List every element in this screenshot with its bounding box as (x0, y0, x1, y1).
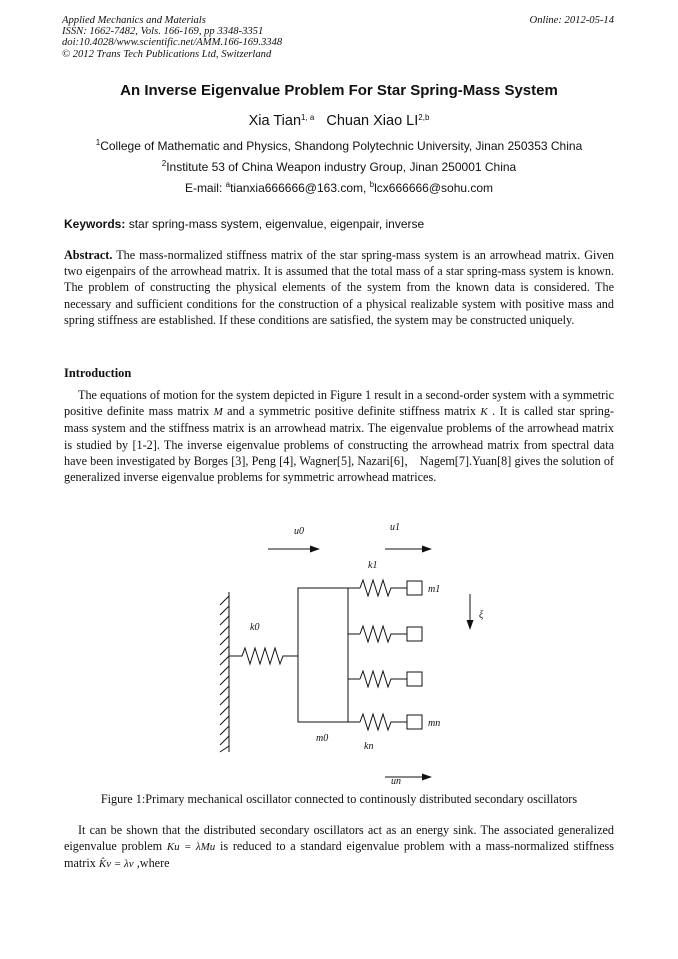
email-label: E-mail: (184, 181, 226, 195)
email-1[interactable]: tianxia666666@163.com, (230, 181, 370, 195)
label-u0: u0 (294, 526, 304, 537)
affiliation-2-text: Institute 53 of China Weapon industry Group, Jinan 250001 China (166, 160, 517, 174)
affiliation-1-sup: 1 (95, 138, 101, 147)
intro-p2-a: It can be shown that the distributed secondary oscillators act as an energy sink. The associated generalized eigenvalue problem (64, 823, 614, 854)
wall-hatching (220, 596, 229, 752)
secondary-oscillator-n (348, 714, 422, 730)
intro-p1-b: and a symmetric positive definite stiffness matrix (222, 404, 481, 419)
primary-mass-m0 (298, 588, 348, 722)
abstract-text: The mass-normalized stiffness matrix of the star spring-mass system is an arrowhead matrix. Given two eigenpairs of the arrowhead matrix. It is assumed that the total mass of a star spring-mass system is known. The problem of constructing the physical elements of the system from the known data is considered. The necessary and sufficient conditions for the construction of a physical realizable system with positive mass and spring stiffness are established. If these conditions are satisfied, the system may be constructed uniquely. (64, 248, 614, 327)
doi-line: doi:10.4028/www.scientific.net/AMM.166-169.3348 (62, 37, 283, 49)
intro-p1-c: . It is called star spring-mass system and the stiffness matrix is an arrowhead matrix. The eigenvalue problems of the arrowhead matrix is studied by [1-2]. The inverse eigenvalue problems of constructing the arrowhead matrix from spectral data have been investigated by Borges [3], Peng [4], Wagner[5], Nazari[6]， Nagem[7].Yuan[8] gives the solution of generalized inverse eigenvalue problems for symmetric arrowhead matrices. (64, 404, 614, 485)
journal-header (62, 15, 282, 60)
affiliation-1 (0, 139, 678, 153)
email-line (0, 181, 678, 195)
spring-mass-diagram (200, 516, 500, 788)
author-1: Xia Tian (248, 113, 302, 129)
author-line (0, 113, 678, 129)
figure-1 (200, 516, 500, 788)
symbol-M: M (213, 406, 223, 419)
label-un: un (391, 776, 401, 787)
abstract (64, 247, 614, 328)
label-m1: m1 (428, 584, 441, 595)
equation-generalized: Ku = λMu (166, 841, 216, 854)
author-2: Chuan Xiao LI (326, 113, 419, 129)
online-date: Online: 2012-05-14 (529, 15, 614, 26)
introduction-heading: Introduction (64, 366, 132, 380)
abstract-label: Abstract. (64, 248, 113, 262)
keywords-label: Keywords: (64, 217, 126, 231)
spring-k0 (229, 648, 298, 664)
email-2-sup: b (369, 180, 375, 189)
figure-caption: Figure 1:Primary mechanical oscillator connected to continously distributed secondary oscillators (100, 792, 578, 806)
intro-p2-c: ,where (133, 856, 170, 871)
label-u1: u1 (390, 522, 400, 533)
label-m0: m0 (316, 733, 329, 744)
copyright-line: © 2012 Trans Tech Publications Ltd, Switzerland (62, 48, 272, 60)
intro-p1-a: The equations of motion for the system depicted in Figure 1 result in a second-order system with a symmetric positive definite mass matrix (64, 388, 614, 419)
issn-line: ISSN: 1662-7482, Vols. 166-169, pp 3348-3351 (62, 26, 264, 38)
author-1-sup: 1, a (301, 113, 315, 122)
introduction-paragraph-1 (64, 387, 614, 485)
email-2[interactable]: lcx666666@sohu.com (374, 181, 494, 195)
label-mn: mn (428, 718, 441, 729)
keywords (64, 217, 424, 231)
paper-title: An Inverse Eigenvalue Problem For Star Spring-Mass System (120, 82, 558, 99)
affiliation-2 (0, 160, 678, 174)
keywords-text: star spring-mass system, eigenvalue, eigenpair, inverse (125, 217, 425, 231)
affiliation-2-sup: 2 (161, 159, 167, 168)
secondary-oscillator-3 (348, 671, 422, 687)
label-k1: k1 (368, 560, 378, 571)
intro-p2-b: is reduced to a standard eigenvalue problem with a mass-normalized stiffness matrix (64, 839, 615, 871)
label-xi: ξ (479, 610, 484, 621)
label-k0: k0 (250, 622, 260, 633)
secondary-oscillator-1 (348, 580, 422, 596)
secondary-oscillator-2 (348, 626, 422, 642)
journal-name: Applied Mechanics and Materials (62, 15, 206, 26)
affiliation-1-text: College of Mathematic and Physics, Shandong Polytechnic University, Jinan 250353 China (100, 139, 583, 153)
label-kn: kn (364, 741, 374, 752)
email-1-sup: a (225, 180, 231, 189)
equation-standard: K̂v = λv (98, 858, 134, 871)
author-2-sup: 2,b (418, 113, 430, 122)
introduction-paragraph-2 (64, 822, 614, 873)
symbol-K: K (480, 406, 488, 419)
